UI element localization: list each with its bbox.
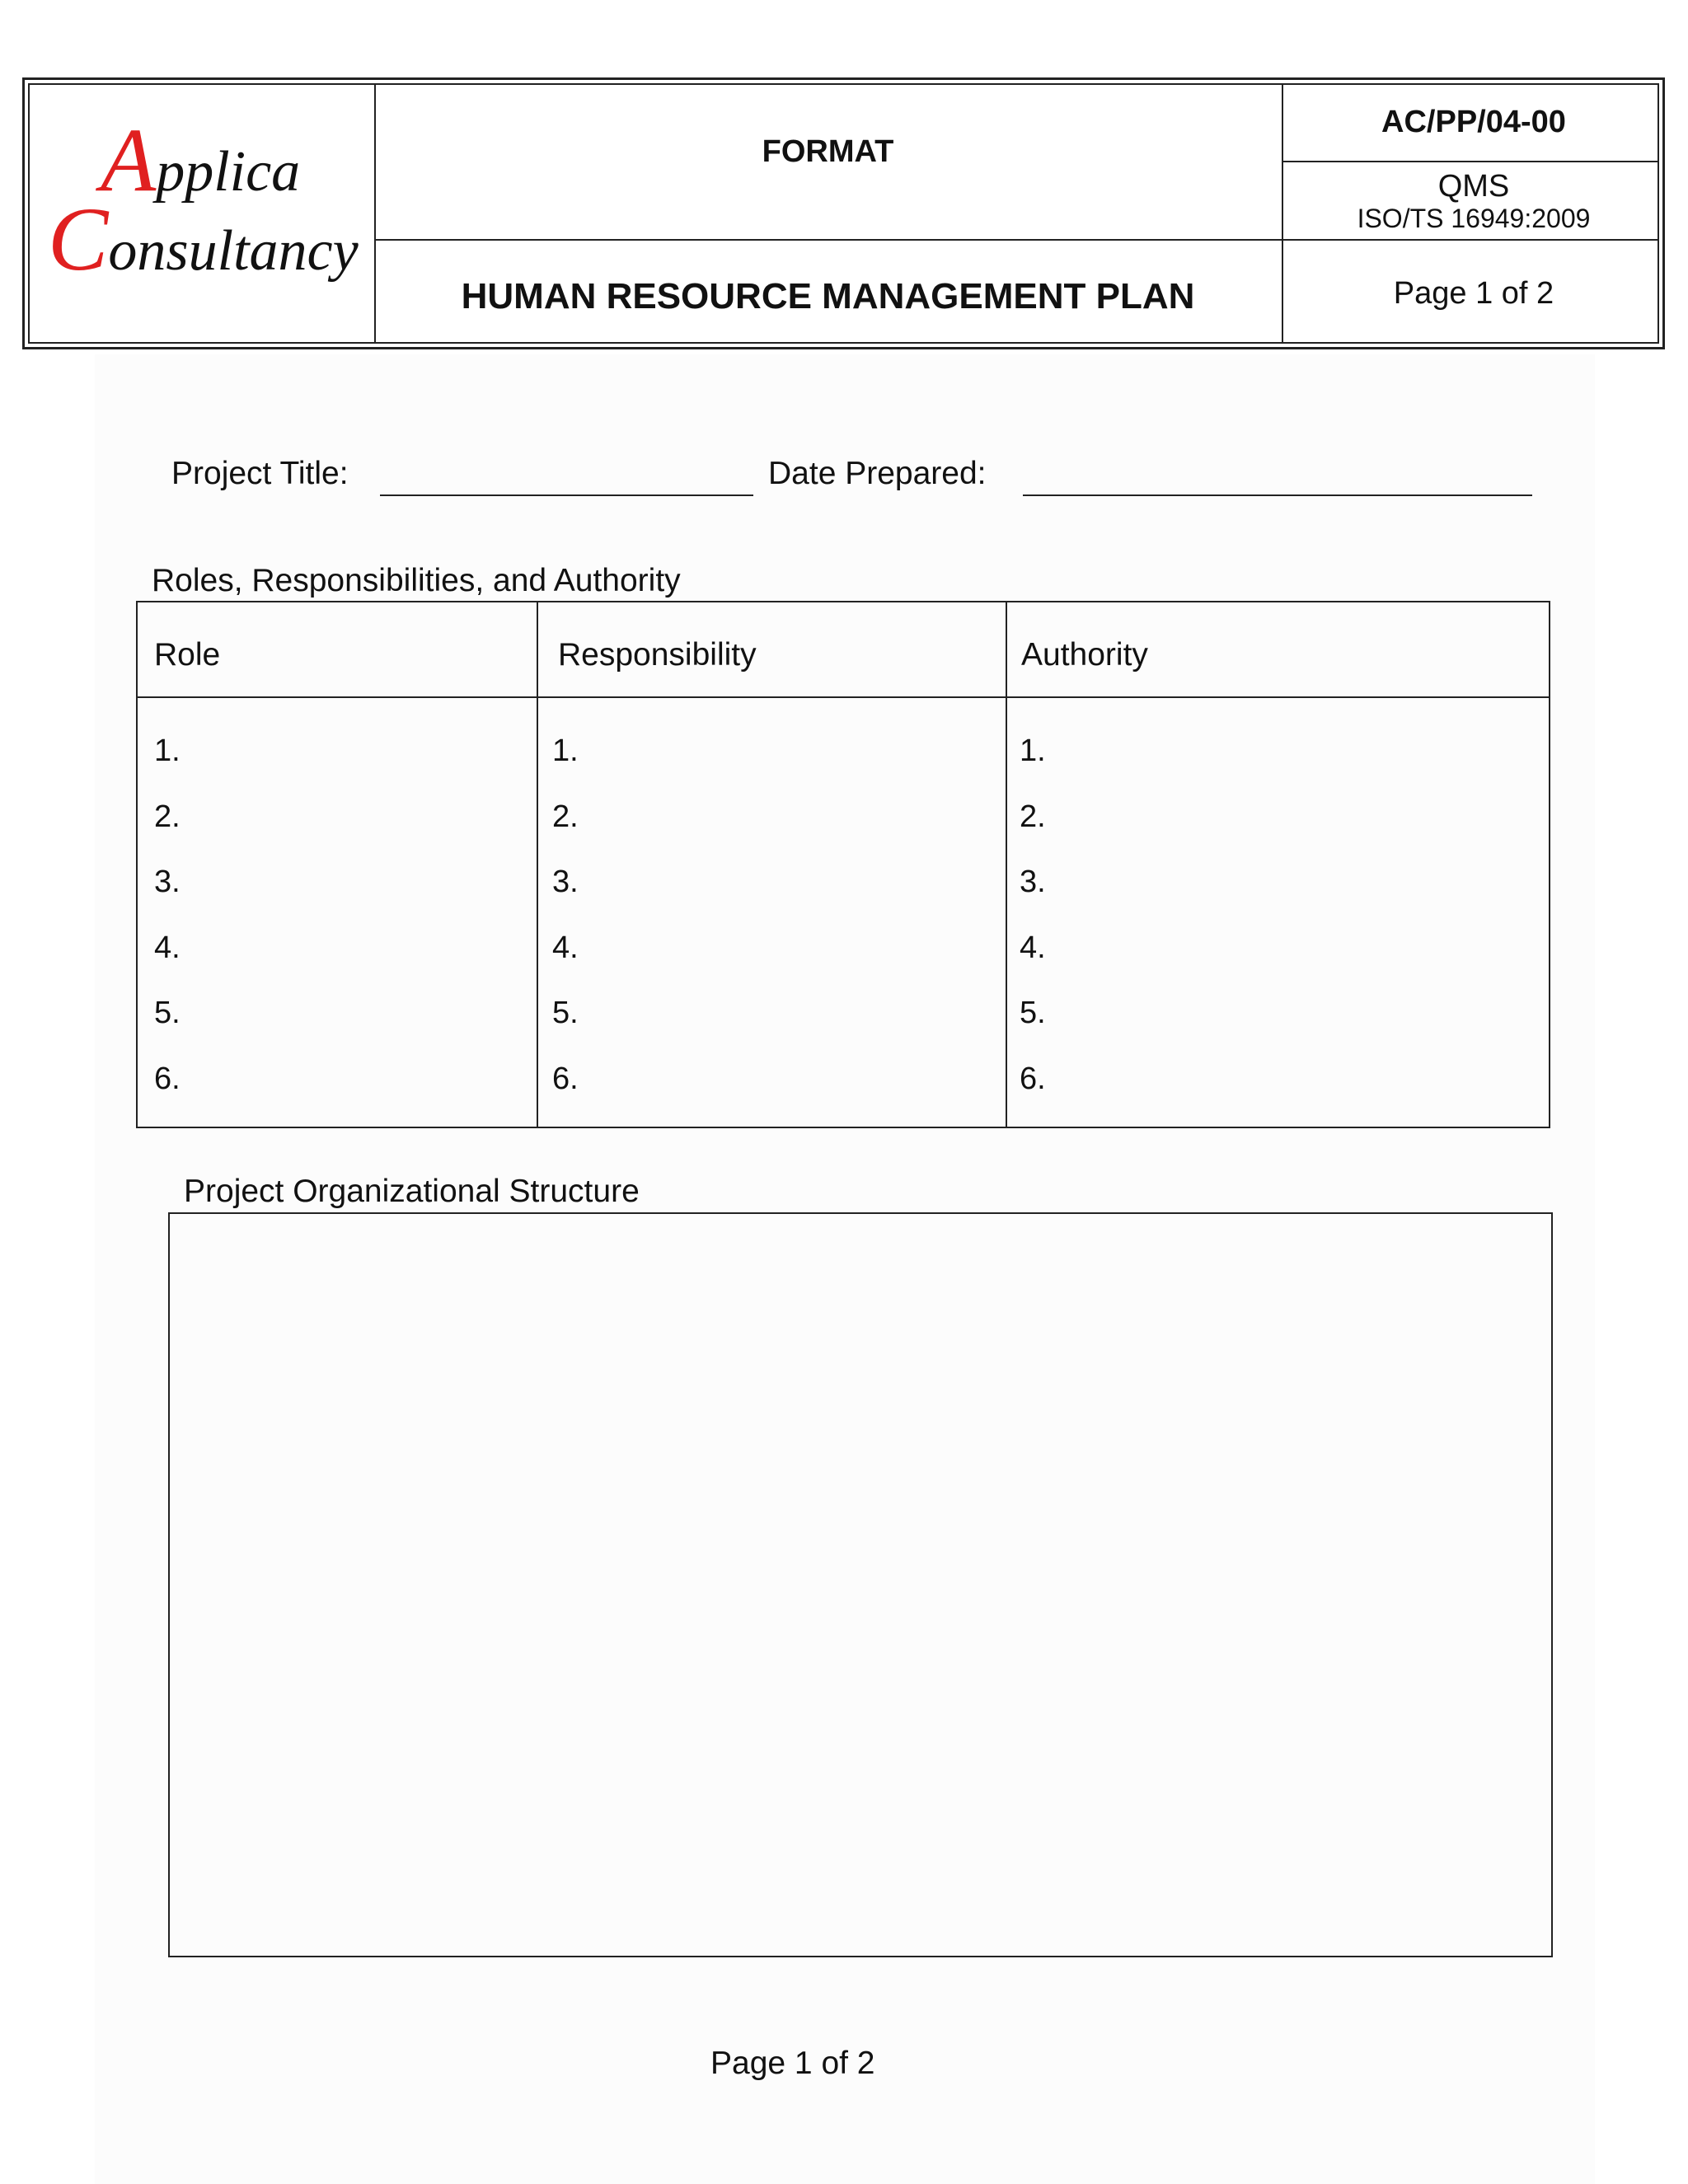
logo-word-1: pplica xyxy=(156,140,301,204)
authority-entry[interactable]: 6. xyxy=(1020,1061,1046,1096)
authority-entry[interactable]: 1. xyxy=(1020,733,1046,768)
logo-cap-c: C xyxy=(48,189,109,289)
header-page-info: Page 1 of 2 xyxy=(1393,276,1554,311)
responsibility-entries xyxy=(552,734,579,1127)
roles-table xyxy=(136,601,1550,1128)
column-header-role: Role xyxy=(154,637,221,673)
responsibility-entry[interactable]: 2. xyxy=(552,799,579,834)
document-code: AC/PP/04-00 xyxy=(1381,105,1566,139)
header-row-divider xyxy=(374,239,1658,241)
column-header-responsibility: Responsibility xyxy=(558,637,757,673)
responsibility-entry[interactable]: 4. xyxy=(552,930,579,965)
project-title-field[interactable] xyxy=(380,494,753,496)
responsibility-entry[interactable]: 1. xyxy=(552,733,579,768)
role-entries xyxy=(154,734,181,1127)
footer-page-info: Page 1 of 2 xyxy=(710,2046,875,2081)
header-frame xyxy=(28,83,1659,344)
org-structure-area[interactable] xyxy=(168,1212,1553,1957)
authority-entry[interactable]: 5. xyxy=(1020,996,1046,1030)
role-entry[interactable]: 6. xyxy=(154,1061,181,1096)
role-entry[interactable]: 4. xyxy=(154,930,181,965)
role-entry[interactable]: 1. xyxy=(154,733,181,768)
format-label: FORMAT xyxy=(762,134,894,169)
date-prepared-field[interactable] xyxy=(1023,494,1532,496)
system-label: QMS xyxy=(1437,169,1510,204)
authority-entry[interactable]: 4. xyxy=(1020,930,1046,965)
header-code-divider xyxy=(1282,161,1658,162)
column-header-authority: Authority xyxy=(1021,637,1148,673)
document-header xyxy=(22,77,1665,349)
role-entry[interactable]: 3. xyxy=(154,865,181,899)
date-prepared-label: Date Prepared: xyxy=(768,456,987,491)
project-title-label: Project Title: xyxy=(171,456,349,491)
org-structure-heading: Project Organizational Structure xyxy=(184,1174,640,1209)
logo-word-2: onsultancy xyxy=(108,219,359,283)
company-logo xyxy=(30,85,374,342)
authority-entries xyxy=(1020,734,1046,1127)
responsibility-entry[interactable]: 5. xyxy=(552,996,579,1030)
authority-entry[interactable]: 2. xyxy=(1020,799,1046,834)
roles-section-heading: Roles, Responsibilities, and Authority xyxy=(152,563,681,598)
responsibility-entry[interactable]: 3. xyxy=(552,865,579,899)
roles-col-divider-1 xyxy=(537,602,538,1127)
roles-header-divider xyxy=(138,696,1549,698)
roles-col-divider-2 xyxy=(1006,602,1007,1127)
logo-cap-a: A xyxy=(101,110,157,210)
document-title: HUMAN RESOURCE MANAGEMENT PLAN xyxy=(461,276,1195,316)
role-entry[interactable]: 5. xyxy=(154,996,181,1030)
role-entry[interactable]: 2. xyxy=(154,799,181,834)
authority-entry[interactable]: 3. xyxy=(1020,865,1046,899)
responsibility-entry[interactable]: 6. xyxy=(552,1061,579,1096)
logo-line-2 xyxy=(48,185,359,320)
standard-label: ISO/TS 16949:2009 xyxy=(1357,204,1591,233)
